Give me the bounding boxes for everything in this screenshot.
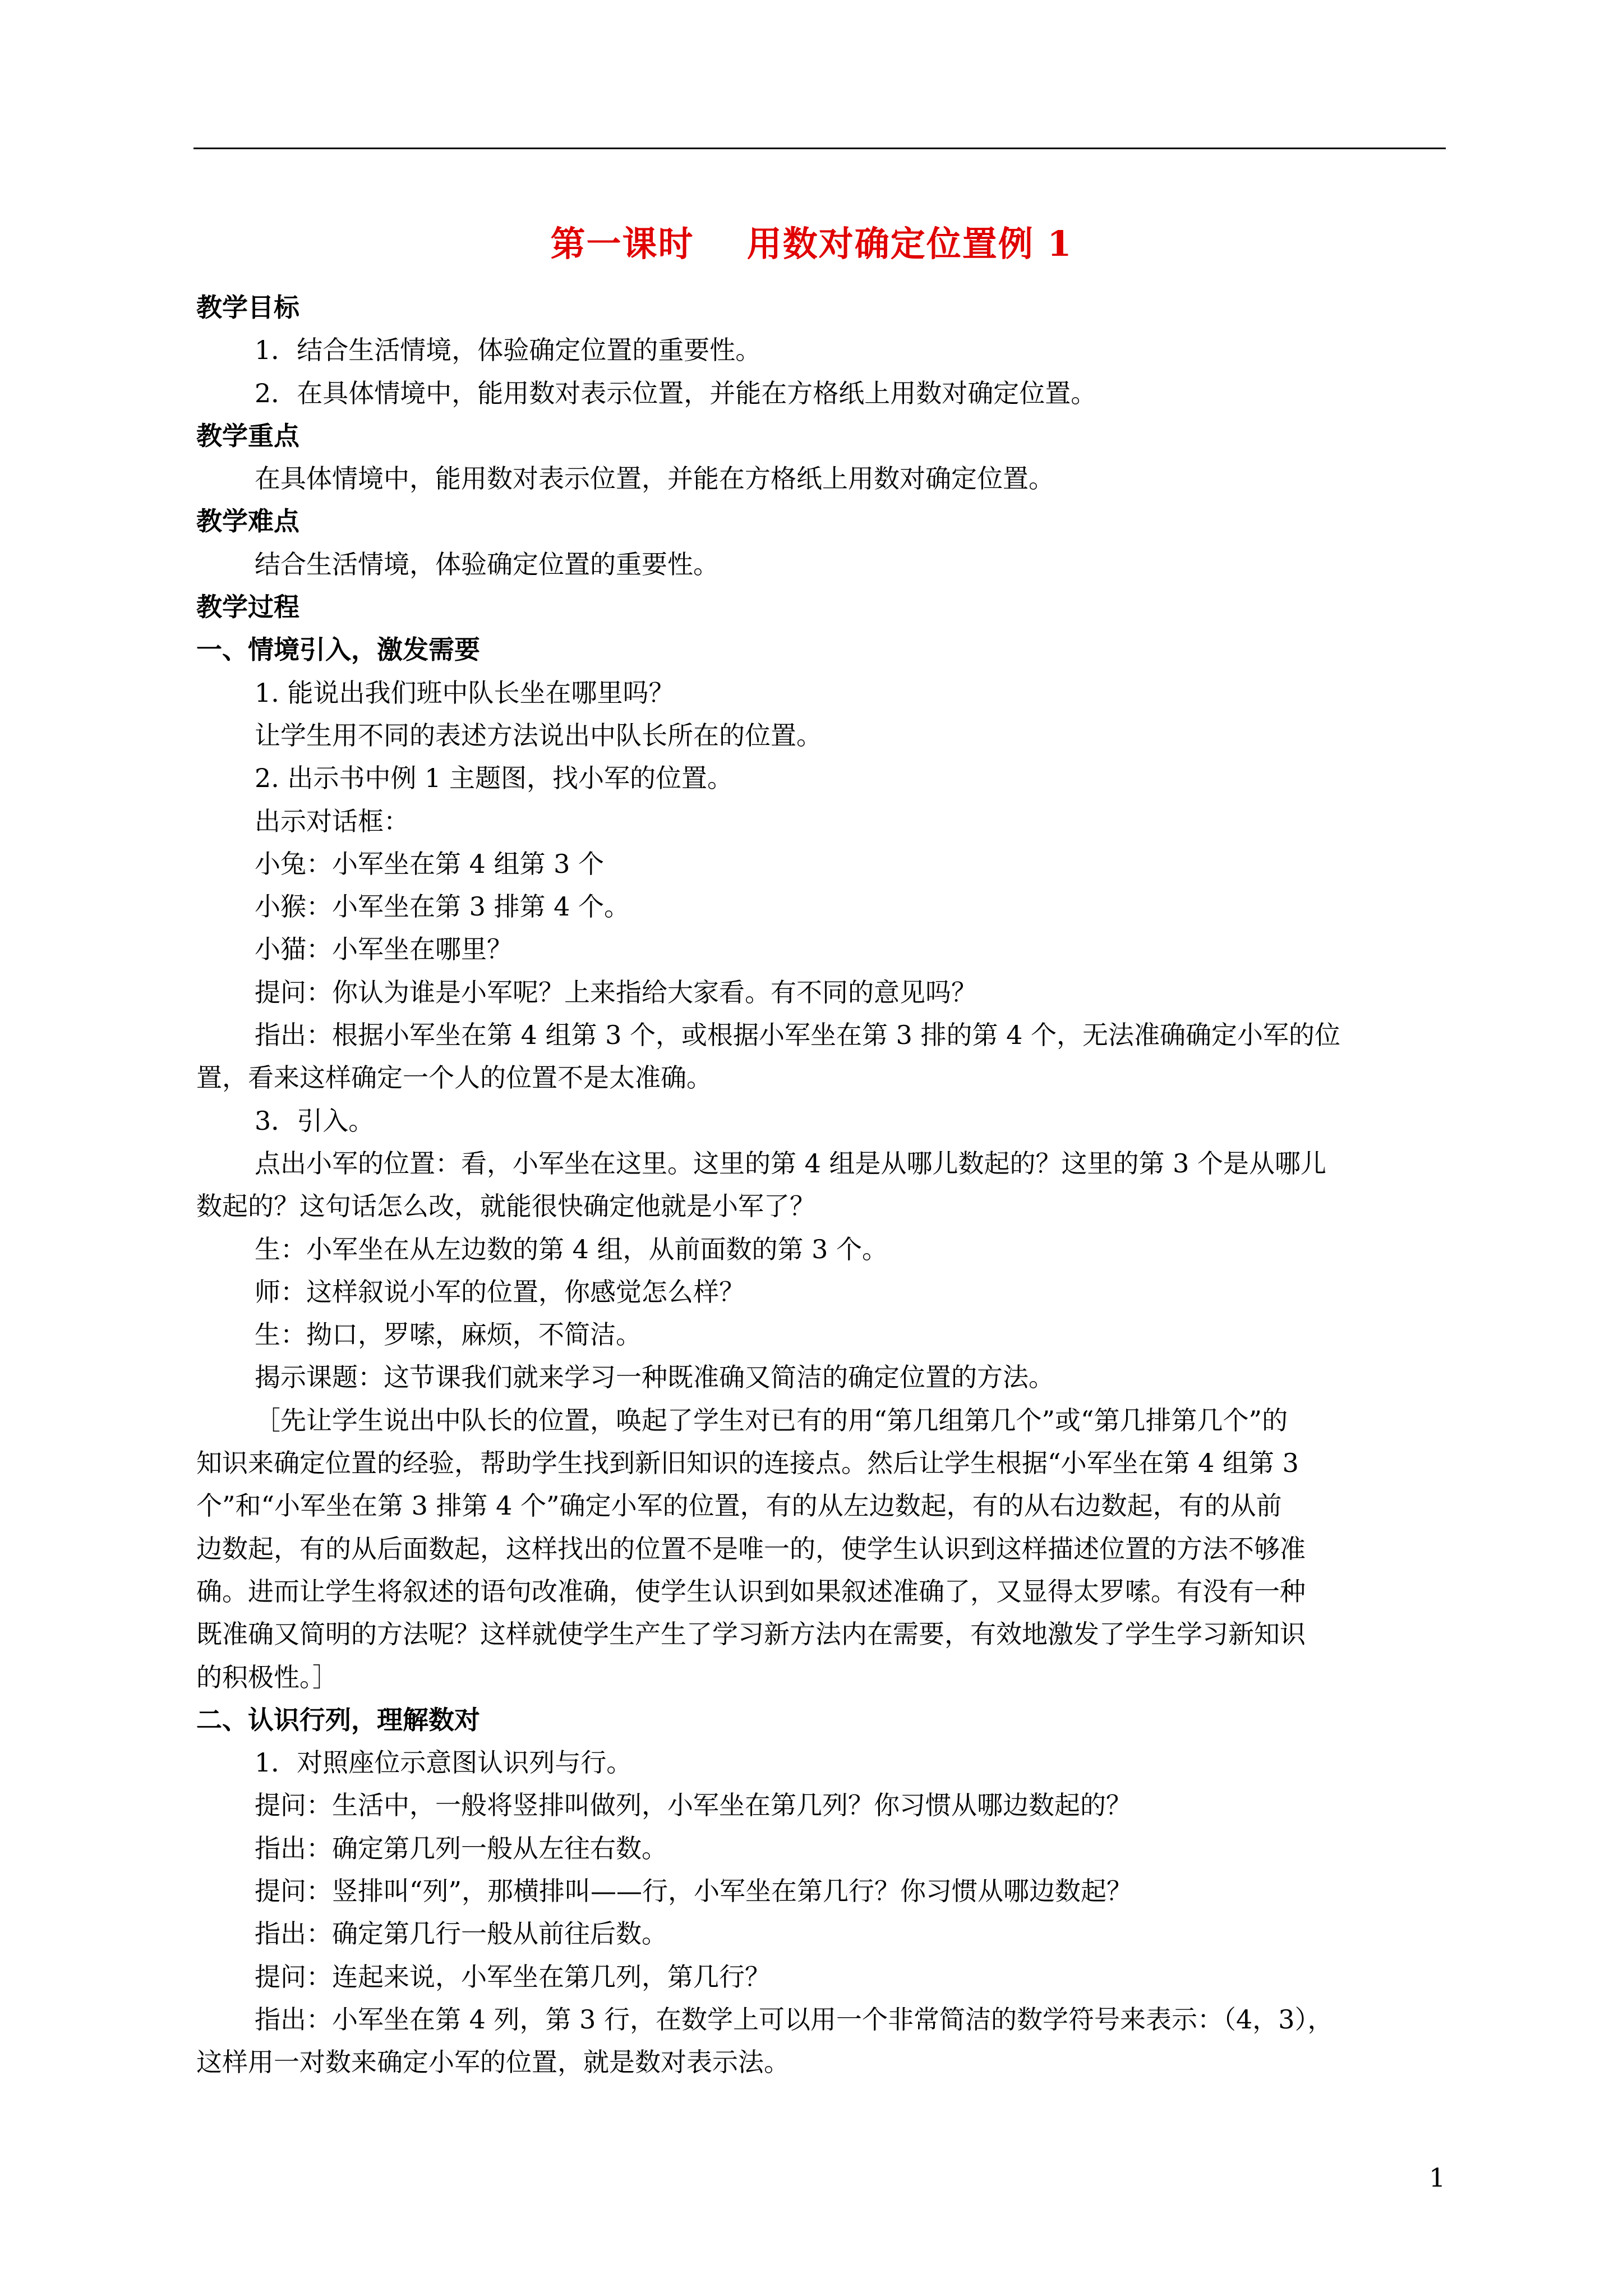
difficulty-text: 结合生活情境，体验确定位置的重要性。 [255,549,719,579]
paragraph-line: 2. 出示书中例 1 主题图，找小军的位置。 [255,763,734,794]
paragraph-line: 点出小军的位置：看，小军坐在这里。这里的第 4 组是从哪儿数起的？这里的第 3 个是从哪儿 [255,1148,1327,1179]
paragraph-line: 让学生用不同的表述方法说出中队长所在的位置。 [255,720,822,751]
heading-key-points: 教学重点 [196,420,299,451]
heading-process: 教学过程 [196,592,299,623]
paragraph-line: 指出：确定第几列一般从左往右数。 [255,1833,667,1864]
objective-item: 2．在具体情境中，能用数对表示位置，并能在方格纸上用数对确定位置。 [255,378,1097,408]
paragraph-line: 指出：确定第几行一般从前往后数。 [255,1918,667,1949]
paragraph-line: 提问：生活中，一般将竖排叫做列，小军坐在第几列？你习惯从哪边数起的？ [255,1790,1132,1821]
paragraph-line: 置，看来这样确定一个人的位置不是太准确。 [196,1062,712,1093]
objective-item: 1．结合生活情境，体验确定位置的重要性。 [255,335,762,366]
paragraph-line: 提问：连起来说，小军坐在第几列，第几行？ [255,1961,771,1992]
paragraph-line: 指出：根据小军坐在第 4 组第 3 个，或根据小军坐在第 3 排的第 4 个，无法准确确定小军的位 [255,1020,1341,1051]
commentary-line: 知识来确定位置的经验，帮助学生找到新旧知识的连接点。然后让学生根据“小军坐在第 4 组第 3 [196,1448,1299,1479]
commentary-line: 边数起，有的从后面数起，这样找出的位置不是唯一的，使学生认识到这样描述位置的方法不够准 [196,1533,1306,1564]
commentary-line: ［先让学生说出中队长的位置，唤起了学生对已有的用“第几组第几个”或“第几排第几个”的 [255,1405,1288,1435]
paragraph-line: 出示对话框： [255,806,409,836]
commentary-line: 的积极性。］ [196,1662,338,1692]
section-heading-1: 一、情境引入，激发需要 [196,634,480,665]
heading-difficulties: 教学难点 [196,506,299,537]
section-heading-2: 二、认识行列，理解数对 [196,1704,480,1735]
paragraph-line: 揭示课题：这节课我们就来学习一种既准确又简洁的确定位置的方法。 [255,1362,1054,1393]
commentary-line: 确。进而让学生将叙述的语句改准确，使学生认识到如果叙述准确了，又显得太罗嗦。有没有一种 [196,1576,1306,1607]
paragraph-line: 生：拗口，罗嗦，麻烦，不简洁。 [255,1319,642,1350]
paragraph-line: 这样用一对数来确定小军的位置，就是数对表示法。 [196,2047,790,2078]
commentary-line: 既准确又简明的方法呢？这样就使学生产生了学习新方法内在需要，有效地激发了学生学习新知识 [196,1619,1306,1650]
heading-objectives: 教学目标 [196,292,299,323]
paragraph-line: 3．引入。 [255,1105,375,1136]
dialogue-line: 小猴：小军坐在第 3 排第 4 个。 [255,891,630,922]
dialogue-line: 小猫：小军坐在哪里？ [255,934,513,965]
dialogue-line: 小兔：小军坐在第 4 组第 3 个 [255,848,605,879]
commentary-line: 个”和“小军坐在第 3 排第 4 个”确定小军的位置，有的从左边数起，有的从右边数起，有的从前 [196,1490,1282,1521]
page-number: 1 [1429,2162,1446,2193]
paragraph-line: 1. 能说出我们班中队长坐在哪里吗？ [255,677,675,708]
paragraph-line: 数起的？这句话怎么改，就能很快确定他就是小军了？ [196,1191,815,1222]
paragraph-line: 1．对照座位示意图认识列与行。 [255,1747,633,1778]
paragraph-line: 提问：你认为谁是小军呢？上来指给大家看。有不同的意见吗？ [255,977,977,1007]
header-rule [193,148,1446,149]
page-title: 第一课时 用数对确定位置例 1 [550,223,1073,264]
key-point-text: 在具体情境中，能用数对表示位置，并能在方格纸上用数对确定位置。 [255,463,1054,494]
document-body [196,286,1446,2083]
paragraph-line: 指出：小军坐在第 4 列，第 3 行，在数学上可以用一个非常简洁的数学符号来表示：（4，3）， [255,2004,1334,2035]
paragraph-line: 提问：竖排叫“列”，那横排叫——行，小军坐在第几行？你习惯从哪边数起？ [255,1875,1133,1906]
paragraph-line: 师：这样叙说小军的位置，你感觉怎么样？ [255,1276,745,1307]
paragraph-line: 生：小军坐在从左边数的第 4 组，从前面数的第 3 个。 [255,1234,888,1264]
